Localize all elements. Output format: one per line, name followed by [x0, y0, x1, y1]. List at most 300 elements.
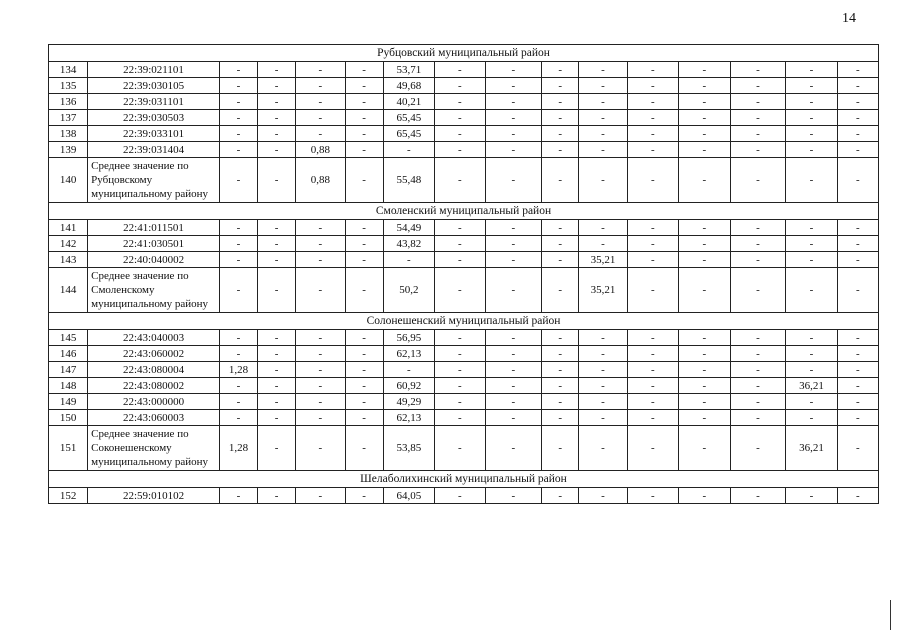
table-row	[49, 220, 879, 236]
summary-value-cell: -	[345, 158, 383, 203]
summary-value-cell: -	[627, 268, 678, 313]
value-cell: -	[542, 220, 579, 236]
summary-value-cell: -	[679, 158, 730, 203]
row-number: 137	[49, 110, 88, 126]
table-row	[49, 362, 879, 378]
value-cell: -	[627, 394, 678, 410]
value-cell: -	[485, 330, 542, 346]
value-cell: -	[837, 378, 878, 394]
summary-value-cell: -	[345, 268, 383, 313]
value-cell: -	[345, 378, 383, 394]
summary-value-cell: 50,2	[383, 268, 434, 313]
value-cell: -	[435, 220, 485, 236]
value-cell: -	[296, 62, 345, 78]
summary-value-cell: -	[837, 426, 878, 471]
value-cell: -	[627, 220, 678, 236]
row-number: 141	[49, 220, 88, 236]
value-cell: -	[786, 110, 837, 126]
row-number: 134	[49, 62, 88, 78]
value-cell: -	[786, 126, 837, 142]
value-cell: 49,68	[383, 78, 434, 94]
value-cell: -	[345, 110, 383, 126]
value-cell: -	[258, 488, 296, 504]
value-cell: -	[786, 252, 837, 268]
value-cell: -	[730, 142, 786, 158]
value-cell: -	[730, 410, 786, 426]
row-number: 140	[49, 158, 88, 203]
value-cell: -	[219, 236, 257, 252]
table-row	[49, 142, 879, 158]
value-cell: -	[730, 394, 786, 410]
value-cell: -	[730, 378, 786, 394]
value-cell: 36,21	[786, 378, 837, 394]
cadastral-code: 22:39:021101	[88, 62, 220, 78]
row-number: 152	[49, 488, 88, 504]
value-cell: -	[296, 330, 345, 346]
value-cell: -	[837, 236, 878, 252]
value-cell: -	[345, 346, 383, 362]
value-cell: -	[679, 110, 730, 126]
value-cell: -	[837, 62, 878, 78]
value-cell: -	[345, 94, 383, 110]
summary-value-cell: -	[679, 268, 730, 313]
table-row	[49, 110, 879, 126]
data-table	[48, 44, 879, 504]
value-cell: -	[542, 126, 579, 142]
margin-mark	[890, 600, 891, 630]
summary-value-cell: -	[786, 268, 837, 313]
value-cell: -	[730, 330, 786, 346]
value-cell: -	[679, 394, 730, 410]
cadastral-code: 22:39:033101	[88, 126, 220, 142]
value-cell: -	[627, 236, 678, 252]
summary-value-cell: 55,48	[383, 158, 434, 203]
cadastral-code: 22:43:080004	[88, 362, 220, 378]
page-number: 14	[842, 11, 856, 26]
value-cell: -	[542, 346, 579, 362]
summary-value-cell: -	[542, 426, 579, 471]
section-title: Рубцовский муниципальный район	[49, 45, 879, 62]
cadastral-code: 22:43:060003	[88, 410, 220, 426]
value-cell: -	[627, 142, 678, 158]
summary-value-cell: -	[435, 426, 485, 471]
value-cell: -	[627, 346, 678, 362]
value-cell: -	[485, 346, 542, 362]
value-cell: 35,21	[579, 252, 627, 268]
value-cell: -	[485, 220, 542, 236]
value-cell: -	[542, 142, 579, 158]
value-cell: -	[730, 94, 786, 110]
value-cell: -	[219, 378, 257, 394]
value-cell: -	[485, 78, 542, 94]
value-cell: -	[296, 78, 345, 94]
row-number: 150	[49, 410, 88, 426]
summary-value-cell: -	[679, 426, 730, 471]
value-cell: -	[296, 346, 345, 362]
value-cell: -	[296, 110, 345, 126]
value-cell: -	[345, 220, 383, 236]
summary-value-cell: -	[579, 158, 627, 203]
value-cell: -	[579, 78, 627, 94]
cadastral-code: 22:59:010102	[88, 488, 220, 504]
value-cell: -	[485, 94, 542, 110]
value-cell: -	[679, 488, 730, 504]
summary-value-cell: -	[435, 268, 485, 313]
value-cell: 62,13	[383, 346, 434, 362]
value-cell: -	[258, 126, 296, 142]
value-cell: -	[679, 220, 730, 236]
value-cell: -	[579, 394, 627, 410]
summary-value-cell: -	[730, 158, 786, 203]
section-header	[49, 313, 879, 330]
value-cell: -	[837, 330, 878, 346]
value-cell: -	[730, 346, 786, 362]
table-row	[49, 488, 879, 504]
summary-value-cell: -	[579, 426, 627, 471]
cadastral-code: 22:43:040003	[88, 330, 220, 346]
value-cell: -	[679, 236, 730, 252]
value-cell: -	[627, 378, 678, 394]
summary-value-cell: 53,85	[383, 426, 434, 471]
value-cell: -	[542, 410, 579, 426]
value-cell: -	[627, 488, 678, 504]
section-header	[49, 45, 879, 62]
value-cell: 65,45	[383, 110, 434, 126]
value-cell: -	[435, 78, 485, 94]
value-cell: -	[485, 362, 542, 378]
value-cell: -	[786, 94, 837, 110]
summary-value-cell: -	[542, 158, 579, 203]
value-cell: -	[730, 78, 786, 94]
value-cell: -	[435, 378, 485, 394]
summary-value-cell: 0,88	[296, 158, 345, 203]
value-cell: -	[542, 362, 579, 378]
value-cell: -	[627, 62, 678, 78]
value-cell: 65,45	[383, 126, 434, 142]
value-cell: -	[345, 236, 383, 252]
value-cell: 49,29	[383, 394, 434, 410]
row-number: 149	[49, 394, 88, 410]
value-cell: 64,05	[383, 488, 434, 504]
value-cell: -	[258, 236, 296, 252]
value-cell: -	[485, 394, 542, 410]
value-cell: -	[579, 62, 627, 78]
value-cell: -	[542, 236, 579, 252]
value-cell: -	[435, 410, 485, 426]
section-header	[49, 471, 879, 488]
value-cell: -	[258, 62, 296, 78]
table-row	[49, 62, 879, 78]
value-cell: -	[837, 94, 878, 110]
value-cell: -	[627, 410, 678, 426]
value-cell: -	[258, 110, 296, 126]
summary-value-cell: -	[730, 426, 786, 471]
table-row	[49, 394, 879, 410]
cadastral-code: 22:40:040002	[88, 252, 220, 268]
value-cell: -	[730, 220, 786, 236]
value-cell: -	[258, 410, 296, 426]
value-cell: -	[542, 78, 579, 94]
value-cell: -	[435, 110, 485, 126]
summary-value-cell: -	[258, 426, 296, 471]
value-cell: -	[579, 410, 627, 426]
summary-row	[49, 426, 879, 471]
value-cell: -	[679, 330, 730, 346]
summary-value-cell: -	[730, 268, 786, 313]
value-cell: -	[679, 378, 730, 394]
value-cell: -	[679, 362, 730, 378]
value-cell: -	[219, 410, 257, 426]
value-cell: -	[485, 252, 542, 268]
value-cell: -	[579, 94, 627, 110]
table-body	[49, 45, 879, 504]
value-cell: -	[542, 252, 579, 268]
summary-value-cell: -	[219, 268, 257, 313]
value-cell: -	[837, 252, 878, 268]
value-cell: -	[345, 78, 383, 94]
value-cell: -	[219, 110, 257, 126]
value-cell: -	[627, 252, 678, 268]
value-cell: 40,21	[383, 94, 434, 110]
value-cell: -	[837, 220, 878, 236]
value-cell: -	[258, 94, 296, 110]
summary-value-cell: -	[485, 158, 542, 203]
value-cell: -	[786, 220, 837, 236]
summary-value-cell: -	[627, 426, 678, 471]
summary-value-cell: -	[837, 268, 878, 313]
summary-value-cell: -	[345, 426, 383, 471]
value-cell: -	[296, 410, 345, 426]
summary-value-cell: 1,28	[219, 426, 257, 471]
value-cell: -	[258, 142, 296, 158]
row-number: 138	[49, 126, 88, 142]
value-cell: -	[579, 488, 627, 504]
value-cell: -	[435, 362, 485, 378]
value-cell: -	[786, 394, 837, 410]
value-cell: -	[258, 78, 296, 94]
value-cell: -	[219, 78, 257, 94]
cadastral-code: 22:39:031404	[88, 142, 220, 158]
value-cell: -	[542, 394, 579, 410]
value-cell: -	[258, 252, 296, 268]
cadastral-code: 22:39:030105	[88, 78, 220, 94]
summary-value-cell: -	[435, 158, 485, 203]
table-row	[49, 330, 879, 346]
value-cell: -	[345, 362, 383, 378]
value-cell: -	[296, 362, 345, 378]
section-title: Солонешенский муниципальный район	[49, 313, 879, 330]
row-number: 145	[49, 330, 88, 346]
table-row	[49, 252, 879, 268]
row-number: 146	[49, 346, 88, 362]
value-cell: -	[679, 94, 730, 110]
table-row	[49, 94, 879, 110]
value-cell: -	[579, 110, 627, 126]
summary-label: Среднее значение по Рубцовскому муниципальному району	[88, 158, 220, 203]
value-cell: -	[730, 236, 786, 252]
value-cell: -	[485, 110, 542, 126]
summary-value-cell: 35,21	[579, 268, 627, 313]
value-cell: -	[435, 142, 485, 158]
value-cell: -	[435, 346, 485, 362]
value-cell: -	[219, 126, 257, 142]
value-cell: -	[435, 236, 485, 252]
value-cell: -	[679, 126, 730, 142]
value-cell: -	[837, 346, 878, 362]
value-cell: -	[786, 346, 837, 362]
value-cell: -	[219, 220, 257, 236]
value-cell: -	[786, 410, 837, 426]
value-cell: -	[730, 126, 786, 142]
value-cell: -	[627, 362, 678, 378]
value-cell: -	[219, 394, 257, 410]
value-cell: -	[383, 362, 434, 378]
value-cell: -	[837, 488, 878, 504]
value-cell: -	[345, 126, 383, 142]
value-cell: -	[383, 142, 434, 158]
value-cell: -	[296, 236, 345, 252]
value-cell: -	[296, 126, 345, 142]
value-cell: -	[296, 252, 345, 268]
value-cell: -	[345, 252, 383, 268]
table-row	[49, 78, 879, 94]
value-cell: 60,92	[383, 378, 434, 394]
table-row	[49, 346, 879, 362]
value-cell: -	[730, 488, 786, 504]
summary-value-cell: -	[296, 268, 345, 313]
value-cell: -	[786, 236, 837, 252]
value-cell: -	[435, 94, 485, 110]
value-cell: 0,88	[296, 142, 345, 158]
value-cell: -	[258, 330, 296, 346]
value-cell: -	[730, 252, 786, 268]
summary-row	[49, 158, 879, 203]
row-number: 139	[49, 142, 88, 158]
value-cell: 56,95	[383, 330, 434, 346]
value-cell: -	[679, 346, 730, 362]
value-cell: -	[219, 252, 257, 268]
row-number: 151	[49, 426, 88, 471]
value-cell: -	[485, 488, 542, 504]
cadastral-code: 22:43:060002	[88, 346, 220, 362]
value-cell: -	[345, 410, 383, 426]
value-cell: 43,82	[383, 236, 434, 252]
summary-value-cell: -	[627, 158, 678, 203]
value-cell: -	[542, 330, 579, 346]
value-cell: -	[258, 362, 296, 378]
value-cell: -	[296, 378, 345, 394]
value-cell: -	[296, 488, 345, 504]
value-cell: -	[579, 346, 627, 362]
value-cell: -	[219, 488, 257, 504]
value-cell: -	[542, 110, 579, 126]
value-cell: -	[258, 394, 296, 410]
value-cell: -	[485, 126, 542, 142]
value-cell: -	[786, 62, 837, 78]
value-cell: 62,13	[383, 410, 434, 426]
value-cell: -	[296, 220, 345, 236]
value-cell: -	[837, 126, 878, 142]
value-cell: -	[579, 236, 627, 252]
value-cell: -	[579, 378, 627, 394]
value-cell: -	[786, 488, 837, 504]
row-number: 142	[49, 236, 88, 252]
summary-value-cell: -	[258, 158, 296, 203]
value-cell: -	[435, 394, 485, 410]
value-cell: -	[219, 94, 257, 110]
value-cell: -	[435, 330, 485, 346]
summary-value-cell: -	[296, 426, 345, 471]
value-cell: -	[627, 126, 678, 142]
summary-label: Среднее значение по Соконешенскому муниципальному району	[88, 426, 220, 471]
value-cell: -	[627, 110, 678, 126]
value-cell: -	[627, 78, 678, 94]
value-cell: -	[345, 394, 383, 410]
value-cell: -	[786, 78, 837, 94]
summary-value-cell: 36,21	[786, 426, 837, 471]
cadastral-code: 22:41:030501	[88, 236, 220, 252]
value-cell: -	[730, 62, 786, 78]
value-cell: -	[786, 362, 837, 378]
value-cell: -	[219, 346, 257, 362]
value-cell: 1,28	[219, 362, 257, 378]
value-cell: -	[435, 62, 485, 78]
section-header	[49, 203, 879, 220]
summary-value-cell: -	[258, 268, 296, 313]
summary-value-cell: -	[786, 158, 837, 203]
table-row	[49, 378, 879, 394]
value-cell: -	[837, 110, 878, 126]
summary-value-cell: -	[219, 158, 257, 203]
value-cell: -	[627, 330, 678, 346]
cadastral-code: 22:39:031101	[88, 94, 220, 110]
value-cell: -	[730, 362, 786, 378]
cadastral-code: 22:43:000000	[88, 394, 220, 410]
value-cell: -	[258, 220, 296, 236]
value-cell: -	[485, 236, 542, 252]
value-cell: -	[485, 142, 542, 158]
value-cell: -	[542, 488, 579, 504]
value-cell: -	[627, 94, 678, 110]
value-cell: -	[542, 94, 579, 110]
value-cell: -	[542, 378, 579, 394]
table-row	[49, 410, 879, 426]
value-cell: -	[485, 410, 542, 426]
value-cell: -	[786, 142, 837, 158]
value-cell: -	[579, 362, 627, 378]
row-number: 147	[49, 362, 88, 378]
summary-value-cell: -	[837, 158, 878, 203]
value-cell: -	[579, 126, 627, 142]
value-cell: -	[296, 94, 345, 110]
cadastral-code: 22:43:080002	[88, 378, 220, 394]
row-number: 135	[49, 78, 88, 94]
value-cell: -	[542, 62, 579, 78]
value-cell: -	[786, 330, 837, 346]
value-cell: -	[219, 62, 257, 78]
value-cell: -	[435, 488, 485, 504]
summary-row	[49, 268, 879, 313]
row-number: 143	[49, 252, 88, 268]
value-cell: -	[837, 142, 878, 158]
value-cell: -	[296, 394, 345, 410]
section-title: Смоленский муниципальный район	[49, 203, 879, 220]
value-cell: -	[837, 410, 878, 426]
value-cell: -	[345, 142, 383, 158]
value-cell: -	[435, 126, 485, 142]
cadastral-code: 22:39:030503	[88, 110, 220, 126]
value-cell: -	[435, 252, 485, 268]
